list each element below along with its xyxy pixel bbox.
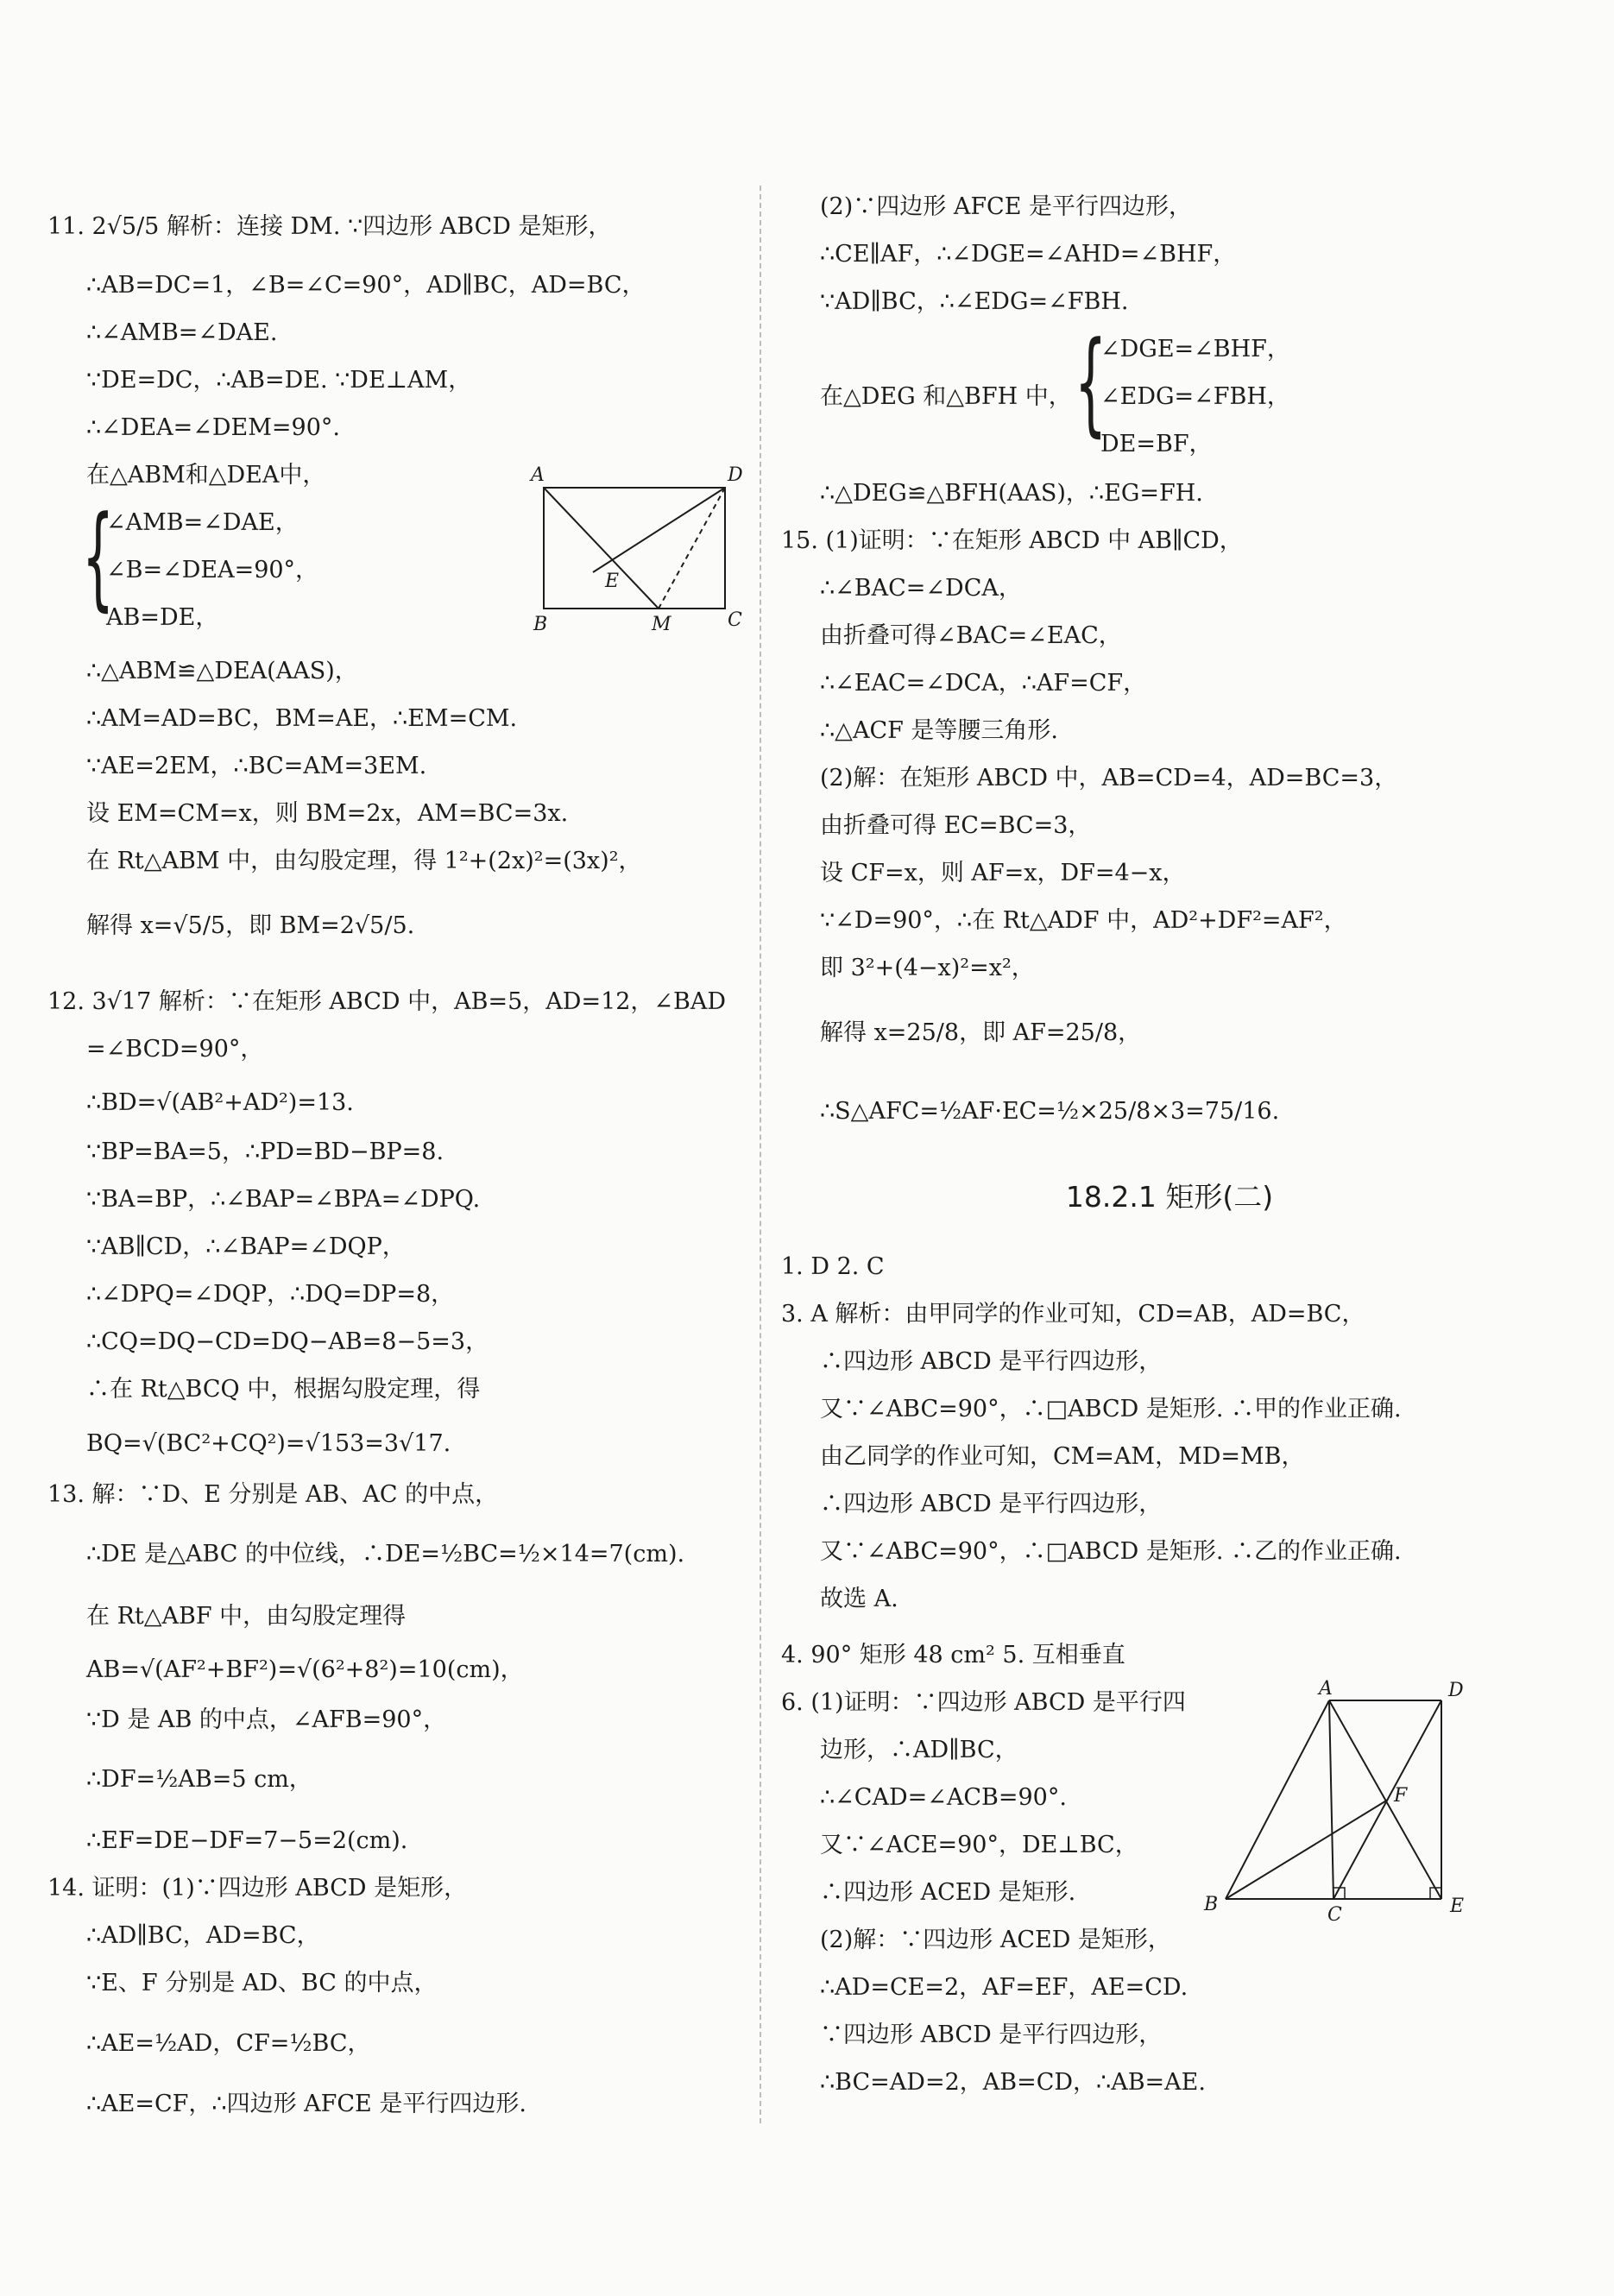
text-line: ∴∠DPQ=∠DQP，∴DQ=DP=8，: [86, 1281, 455, 1308]
text-line: 4. 90° 矩形 48 cm² 5. 互相垂直: [781, 1642, 1125, 1668]
text-line: ∵D 是 AB 的中点，∠AFB=90°，: [86, 1706, 447, 1733]
text-line: 1. D 2. C: [781, 1253, 885, 1280]
text-line: 由折叠可得 EC=BC=3，: [820, 812, 1092, 839]
text-line: ∴∠BAC=∠DCA，: [820, 575, 1022, 602]
label-a: A: [531, 464, 545, 486]
text-line: 3. A 解析：由甲同学的作业可知，CD=AB，AD=BC，: [781, 1301, 1365, 1328]
text-line: ∵BP=BA=5，∴PD=BD−BP=8.: [86, 1139, 444, 1165]
text-line: ∴AB=DC=1，∠B=∠C=90°，AD∥BC，AD=BC，: [86, 272, 646, 299]
text-line: 在 Rt△ABF 中，由勾股定理得: [86, 1603, 407, 1630]
text-line: ∵BA=BP，∴∠BAP=∠BPA=∠DPQ.: [86, 1186, 481, 1213]
text-line: ∴AE=½AD，CF=½BC，: [86, 2030, 371, 2057]
text-line: ∠DGE=∠BHF，: [1100, 336, 1290, 363]
brace: {: [82, 491, 115, 622]
text-line: ∵AE=2EM，∴BC=AM=3EM.: [86, 753, 427, 779]
text-line: 在 Rt△ABM 中，由勾股定理，得 1²+(2x)²=(3x)²，: [86, 848, 642, 874]
label-e: E: [605, 571, 620, 592]
text-line: AB=DE，: [106, 604, 219, 631]
text-line: ∴△ACF 是等腰三角形.: [820, 717, 1058, 744]
text-line: 边形，∴AD∥BC，: [820, 1737, 1018, 1763]
text-line: 在△ABM和△DEA中，: [86, 462, 326, 489]
text-line: ∴DE 是△ABC 的中位线，∴DE=½BC=½×14=7(cm).: [86, 1541, 685, 1567]
text-line: 即 3²+(4−x)²=x²，: [820, 955, 1035, 981]
text-line: ∴∠AMB=∠DAE.: [86, 319, 278, 346]
rectangle-figure: [531, 462, 743, 635]
text-line: ∴AD=CE=2，AF=EF，AE=CD.: [820, 1974, 1188, 2001]
text-line: 13. 解：∵D、E 分别是 AB、AC 的中点，: [47, 1481, 499, 1508]
text-line: ∠EDG=∠FBH，: [1100, 383, 1290, 410]
text-line: ∴∠DEA=∠DEM=90°.: [86, 414, 340, 441]
text-line: 14. 证明：(1)∵四边形 ABCD 是矩形，: [47, 1875, 468, 1902]
text-line: ∵四边形 ABCD 是平行四边形，: [820, 2022, 1163, 2048]
text-line: ∴AE=CF，∴四边形 AFCE 是平行四边形.: [86, 2091, 526, 2117]
text-line: (2)∵四边形 AFCE 是平行四边形，: [820, 193, 1193, 220]
label-f: F: [1394, 1785, 1408, 1807]
column-divider: [760, 186, 761, 2123]
text-line: ∴CE∥AF，∴∠DGE=∠AHD=∠BHF，: [820, 241, 1237, 268]
text-line: ∵E、F 分别是 AD、BC 的中点，: [86, 1970, 438, 1996]
text-line: 在△DEG 和△BFH 中，: [820, 383, 1072, 410]
label-d: D: [728, 464, 743, 486]
segment-ab: [1226, 1700, 1329, 1899]
text-line: ∴CQ=DQ−CD=DQ−AB=8−5=3，: [86, 1328, 489, 1355]
text-line: ∴S△AFC=½AF·EC=½×25/8×3=75/16.: [820, 1098, 1280, 1125]
text-line: 设 EM=CM=x，则 BM=2x，AM=BC=3x.: [86, 800, 569, 827]
text-line: ∠AMB=∠DAE，: [106, 509, 299, 536]
text-line: 15. (1)证明：∵在矩形 ABCD 中 AB∥CD，: [781, 527, 1243, 554]
text-line: 解得 x=25/8，即 AF=25/8，: [820, 1019, 1142, 1046]
text-line: ∴四边形 ABCD 是平行四边形，: [820, 1348, 1163, 1375]
text-line: ∴BC=AD=2，AB=CD，∴AB=AE.: [820, 2069, 1206, 2096]
text-line: DE=BF，: [1100, 431, 1213, 457]
parallelogram-figure: [1200, 1679, 1485, 1925]
text-line: ∴四边形 ABCD 是平行四边形，: [820, 1491, 1163, 1517]
text-line: 故选 A.: [820, 1586, 898, 1612]
segment-dm: [659, 488, 725, 609]
label-m: M: [652, 614, 671, 635]
text-line: 设 CF=x，则 AF=x，DF=4−x，: [820, 860, 1186, 886]
text-line: ∵AB∥CD，∴∠BAP=∠DQP，: [86, 1233, 406, 1260]
text-line: ∵DE=DC，∴AB=DE. ∵DE⊥AM，: [86, 367, 472, 394]
text-line: 12. 3√17 解析：∵在矩形 ABCD 中，AB=5，AD=12，∠BAD: [47, 988, 727, 1015]
text-line: ∴∠EAC=∠DCA，∴AF=CF，: [820, 670, 1147, 697]
text-line: 11. 2√5/5 解析：连接 DM. ∵四边形 ABCD 是矩形，: [47, 213, 612, 240]
brace: {: [1075, 317, 1107, 448]
text-line: =∠BCD=90°，: [86, 1036, 264, 1063]
text-line: AB=√(AF²+BF²)=√(6²+8²)=10(cm)，: [86, 1656, 524, 1683]
label-b: B: [1204, 1894, 1219, 1915]
text-line: ∴BD=√(AB²+AD²)=13.: [86, 1089, 354, 1116]
text-line: ∴△ABM≌△DEA(AAS)，: [86, 658, 358, 684]
text-line: ∴∠CAD=∠ACB=90°.: [820, 1784, 1067, 1811]
label-c: C: [1327, 1904, 1342, 1926]
text-line: 解得 x=√5/5，即 BM=2√5/5.: [86, 912, 415, 939]
text-line: 又∵∠ABC=90°，∴□ABCD 是矩形. ∴甲的作业正确.: [820, 1396, 1402, 1422]
text-line: ∴△DEG≌△BFH(AAS)，∴EG=FH.: [820, 480, 1203, 507]
text-line: ∵∠D=90°，∴在 Rt△ADF 中，AD²+DF²=AF²，: [820, 907, 1347, 934]
text-line: 又∵∠ABC=90°，∴□ABCD 是矩形. ∴乙的作业正确.: [820, 1538, 1402, 1565]
label-d: D: [1448, 1680, 1464, 1701]
text-line: ∴DF=½AB=5 cm，: [86, 1766, 312, 1793]
text-line: ∴在 Rt△BCQ 中，根据勾股定理，得: [86, 1376, 481, 1403]
segment-am: [544, 488, 659, 609]
text-line: (2)解：∵四边形 ACED 是矩形，: [820, 1927, 1171, 1953]
label-c: C: [728, 609, 742, 631]
label-b: B: [533, 614, 548, 635]
label-a: A: [1319, 1678, 1333, 1700]
section-title: 18.2.1 矩形(二): [1065, 1180, 1274, 1214]
segment-ac: [1329, 1700, 1333, 1899]
text-line: ∠B=∠DEA=90°，: [106, 557, 319, 583]
text-line: ∴AM=AD=BC，BM=AE，∴EM=CM.: [86, 705, 518, 732]
segment-bf: [1226, 1800, 1388, 1899]
text-line: 又∵∠ACE=90°，DE⊥BC，: [820, 1832, 1138, 1858]
text-line: 由折叠可得∠BAC=∠EAC，: [820, 622, 1122, 649]
segment-de: [593, 488, 725, 572]
label-e: E: [1450, 1895, 1465, 1917]
text-line: 6. (1)证明：∵四边形 ABCD 是平行四: [781, 1689, 1186, 1716]
text-line: (2)解：在矩形 ABCD 中，AB=CD=4，AD=BC=3，: [820, 765, 1398, 792]
text-line: BQ=√(BC²+CQ²)=√153=3√17.: [86, 1430, 451, 1457]
text-line: ∴EF=DE−DF=7−5=2(cm).: [86, 1827, 408, 1854]
text-line: ∵AD∥BC，∴∠EDG=∠FBH.: [820, 288, 1129, 315]
text-line: 由乙同学的作业可知，CM=AM，MD=MB，: [820, 1443, 1305, 1470]
text-line: ∴四边形 ACED 是矩形.: [820, 1879, 1076, 1906]
text-line: ∴AD∥BC，AD=BC，: [86, 1922, 320, 1949]
